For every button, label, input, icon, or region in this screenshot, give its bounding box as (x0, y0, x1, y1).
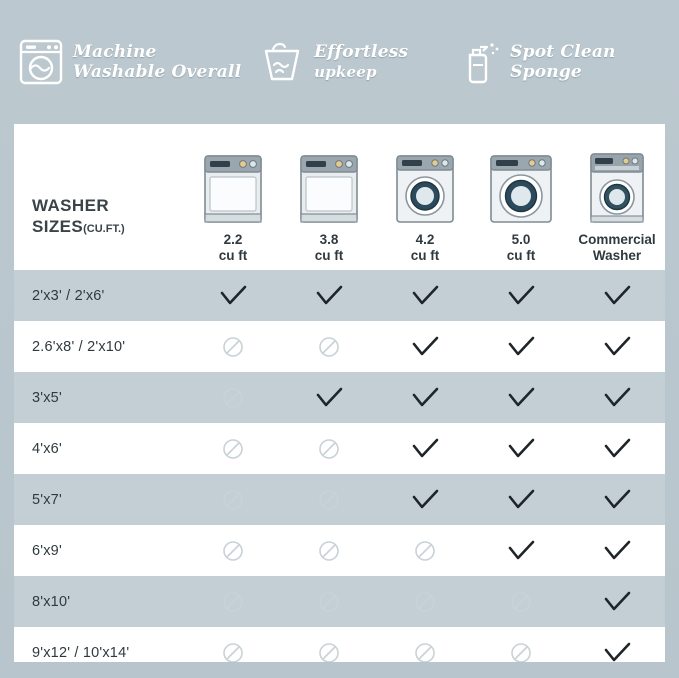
cell-r3c3 (377, 372, 473, 423)
cell-r3c5 (569, 372, 665, 423)
cell-r1c2 (281, 270, 377, 321)
check-icon (602, 385, 632, 411)
column-header-2 (281, 124, 377, 270)
cell-r4c4 (473, 423, 569, 474)
not-allowed-icon (314, 538, 344, 564)
feature-effortless-upkeep (259, 37, 455, 87)
cell-r7c5 (569, 576, 665, 627)
feature-machine-washable-text (73, 42, 241, 82)
check-icon (506, 334, 536, 360)
hand-wash-cloth-icon (259, 37, 305, 87)
cell-r8c1 (185, 627, 281, 662)
row-label: 8'x10' (14, 576, 185, 627)
cell-r2c4 (473, 321, 569, 372)
cell-r5c3 (377, 474, 473, 525)
check-icon (410, 385, 440, 411)
row-label: 2'x3' / 2'x6' (14, 270, 185, 321)
cell-r3c2 (281, 372, 377, 423)
row-label: 2.6'x8' / 2'x10' (14, 321, 185, 372)
cell-r1c3 (377, 270, 473, 321)
cell-r5c5 (569, 474, 665, 525)
not-allowed-icon (218, 436, 248, 462)
cell-r5c2 (281, 474, 377, 525)
cell-r2c2 (281, 321, 377, 372)
feature-line-2: Sponge (510, 62, 582, 82)
cell-r6c1 (185, 525, 281, 576)
table-row (14, 321, 665, 372)
not-allowed-icon (506, 640, 536, 663)
check-icon (602, 436, 632, 462)
feature-spot-clean-sponge (455, 37, 661, 87)
not-allowed-icon (314, 640, 344, 663)
table-body (14, 270, 665, 662)
commercial-washer-icon (580, 150, 654, 228)
cell-r8c4 (473, 627, 569, 662)
not-allowed-icon (410, 589, 440, 615)
check-icon (506, 538, 536, 564)
check-icon (410, 487, 440, 513)
washer-size-table-card (14, 124, 665, 662)
not-allowed-icon (314, 436, 344, 462)
corner-title-line-2: SIZES (32, 217, 84, 236)
table-row (14, 576, 665, 627)
not-allowed-icon (218, 589, 248, 615)
cell-r5c1 (185, 474, 281, 525)
cell-r4c3 (377, 423, 473, 474)
top-load-washer-icon (196, 150, 270, 228)
front-load-washer-icon (484, 150, 558, 228)
column-header-1 (185, 124, 281, 270)
cell-r4c2 (281, 423, 377, 474)
column-header-3-line-1: 4.2 (415, 232, 435, 247)
not-allowed-icon (314, 334, 344, 360)
cell-r3c1 (185, 372, 281, 423)
cell-r2c5 (569, 321, 665, 372)
cell-r6c3 (377, 525, 473, 576)
top-load-washer-icon (292, 150, 366, 228)
row-label: 9'x12' / 10'x14' (14, 627, 185, 662)
feature-banner (0, 0, 679, 124)
feature-line-1: Machine (73, 42, 157, 62)
column-header-2-line-1: 3.8 (319, 232, 339, 247)
not-allowed-icon (218, 487, 248, 513)
not-allowed-icon (314, 487, 344, 513)
cell-r6c4 (473, 525, 569, 576)
check-icon (410, 436, 440, 462)
feature-line-2: Washable Overall (73, 62, 242, 82)
cell-r5c4 (473, 474, 569, 525)
table-row (14, 627, 665, 662)
row-label: 3'x5' (14, 372, 185, 423)
column-header-1-line-2: cu ft (218, 248, 248, 263)
cell-r8c5 (569, 627, 665, 662)
cell-r8c3 (377, 627, 473, 662)
check-icon (314, 385, 344, 411)
feature-line-1: Spot Clean (510, 42, 616, 62)
cell-r2c1 (185, 321, 281, 372)
feature-effortless-upkeep-text (314, 42, 408, 82)
feature-line-2: upkeep (314, 63, 377, 81)
column-header-4-line-2: cu ft (506, 248, 536, 263)
table-corner-title (14, 124, 185, 270)
cell-r7c4 (473, 576, 569, 627)
check-icon (506, 487, 536, 513)
not-allowed-icon (410, 538, 440, 564)
cell-r1c5 (569, 270, 665, 321)
row-label: 6'x9' (14, 525, 185, 576)
not-allowed-icon (314, 589, 344, 615)
cell-r1c1 (185, 270, 281, 321)
cell-r6c5 (569, 525, 665, 576)
check-icon (602, 589, 632, 615)
row-label: 4'x6' (14, 423, 185, 474)
cell-r1c4 (473, 270, 569, 321)
check-icon (314, 283, 344, 309)
check-icon (602, 538, 632, 564)
cell-r7c2 (281, 576, 377, 627)
check-icon (410, 283, 440, 309)
cell-r2c3 (377, 321, 473, 372)
row-label: 5'x7' (14, 474, 185, 525)
cell-r7c3 (377, 576, 473, 627)
table-row (14, 474, 665, 525)
feature-machine-washable (18, 37, 259, 87)
check-icon (506, 385, 536, 411)
not-allowed-icon (218, 334, 248, 360)
check-icon (410, 334, 440, 360)
check-icon (506, 283, 536, 309)
not-allowed-icon (218, 385, 248, 411)
spray-bottle-icon (455, 37, 501, 87)
check-icon (602, 283, 632, 309)
cell-r4c1 (185, 423, 281, 474)
column-header-5-line-2: Washer (592, 248, 642, 263)
column-header-3 (377, 124, 473, 270)
corner-title-line-1: WASHER (32, 196, 110, 215)
column-header-4 (473, 124, 569, 270)
not-allowed-icon (506, 589, 536, 615)
table-row (14, 372, 665, 423)
table-row (14, 423, 665, 474)
washing-machine-icon (18, 37, 64, 87)
cell-r3c4 (473, 372, 569, 423)
table-row (14, 525, 665, 576)
cell-r6c2 (281, 525, 377, 576)
washer-size-table (14, 124, 665, 662)
front-load-washer-icon (388, 150, 462, 228)
feature-line-1: Effortless (314, 42, 409, 62)
table-header-row (14, 124, 665, 270)
corner-title-unit: (CU.FT.) (83, 223, 125, 235)
check-icon (602, 640, 632, 663)
cell-r7c1 (185, 576, 281, 627)
check-icon (602, 334, 632, 360)
not-allowed-icon (218, 538, 248, 564)
column-header-5-line-1: Commercial (578, 232, 656, 247)
not-allowed-icon (410, 640, 440, 663)
check-icon (602, 487, 632, 513)
column-header-5 (569, 124, 665, 270)
column-header-4-line-1: 5.0 (511, 232, 531, 247)
cell-r4c5 (569, 423, 665, 474)
table-row (14, 270, 665, 321)
check-icon (218, 283, 248, 309)
not-allowed-icon (218, 640, 248, 663)
feature-spot-clean-sponge-text (510, 42, 615, 82)
column-header-1-line-1: 2.2 (223, 232, 243, 247)
column-header-3-line-2: cu ft (410, 248, 440, 263)
cell-r8c2 (281, 627, 377, 662)
check-icon (506, 436, 536, 462)
column-header-2-line-2: cu ft (314, 248, 344, 263)
